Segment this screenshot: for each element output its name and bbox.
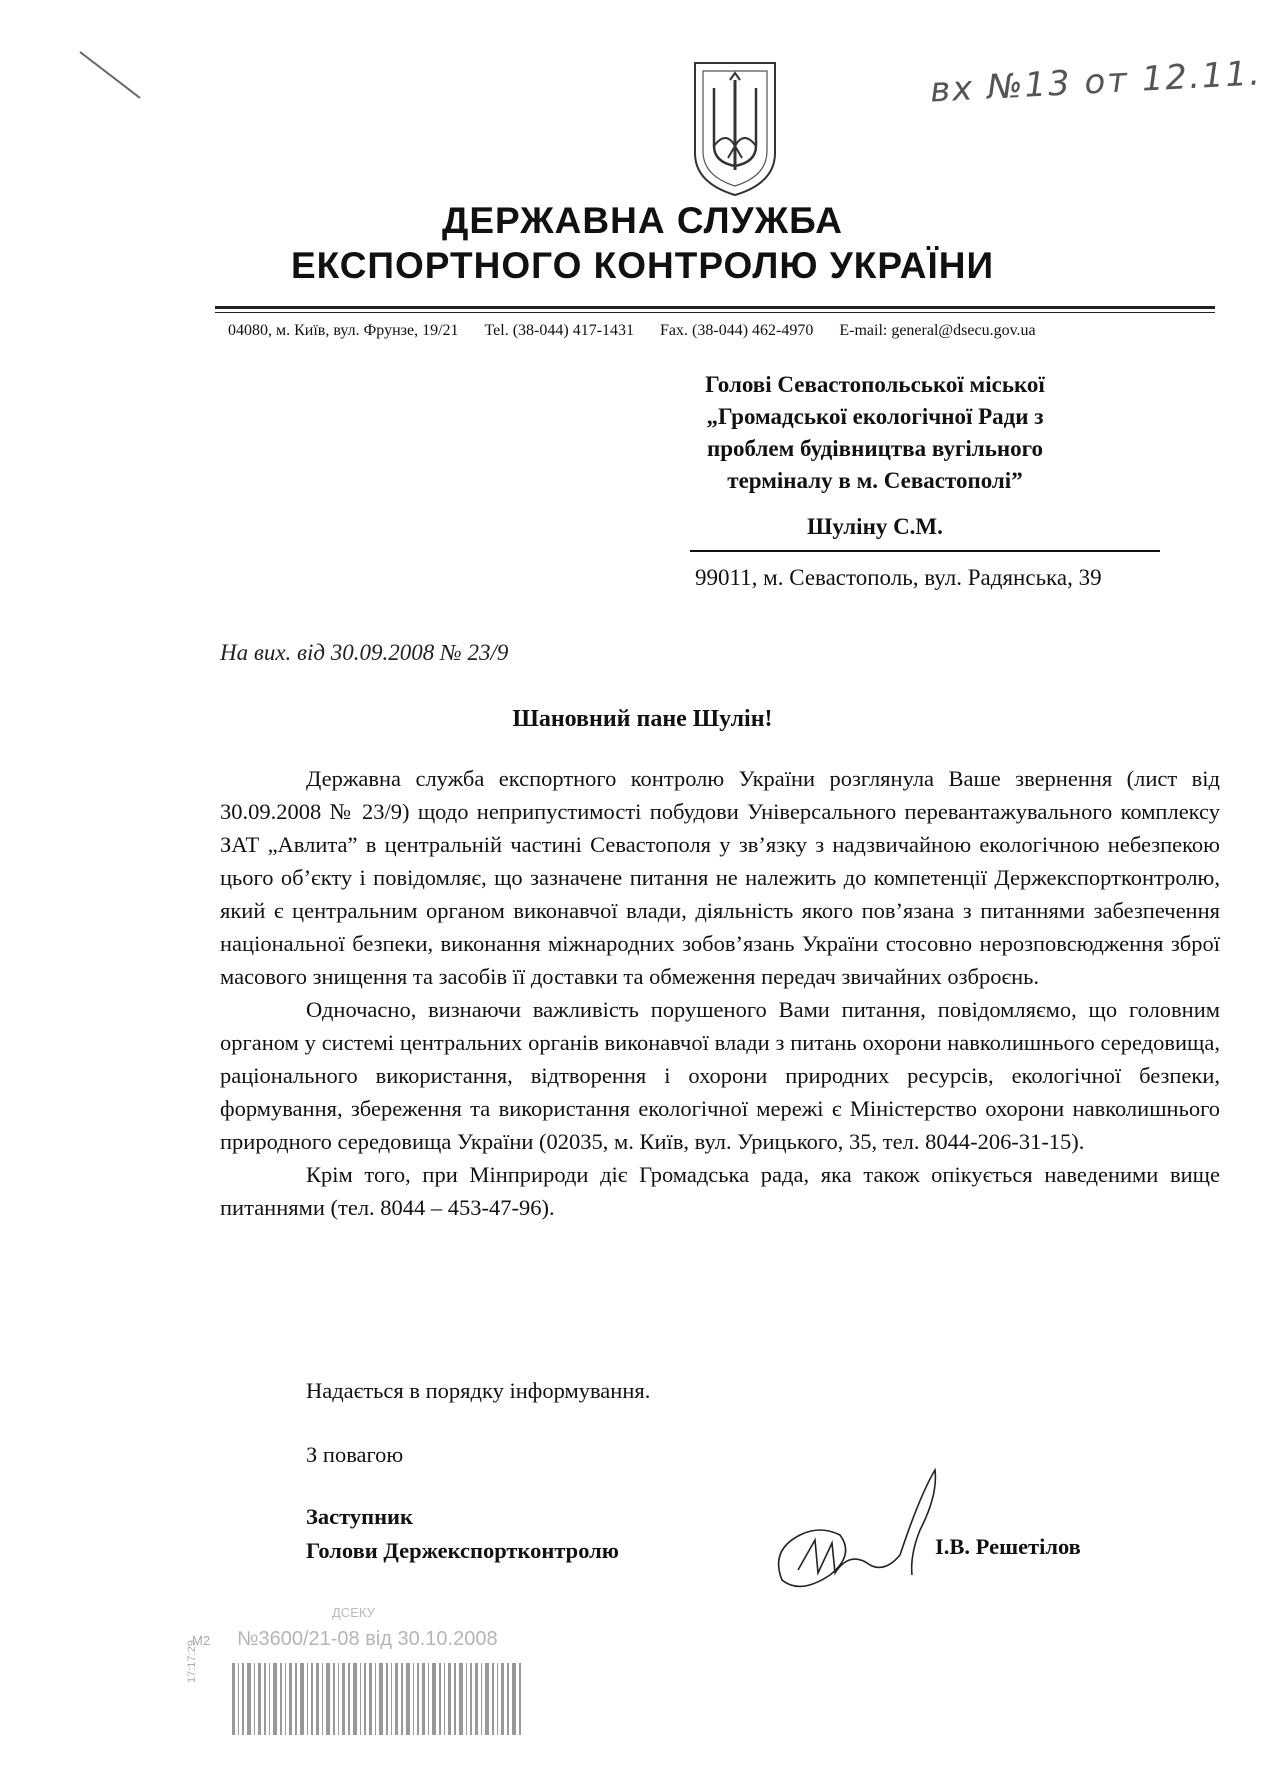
stamp-registration-number: №3600/21-08 від 30.10.2008 [237,1628,498,1650]
body-paragraph-3: Крім того, при Мінприроди діє Громадська рада, яка також опікується наведеними вище питаннями (тел. 8044 – 453-47-96). [220,1162,1220,1220]
recipient-name: Шуліну С.М. [807,514,943,539]
agency-tel: Tel. (38-044) 417-1431 [484,322,635,339]
body-paragraph-2: Одночасно, визнаючи важливість порушеного Вами питання, повідомляємо, що головним органом у системі центральних органів виконавчої влади з питань охорони навколишнього середовища, раціонального використання, відтворення і охорони природних ресурсів, екологічної безпеки, формування, збереження та використання екологічної мережі є Міністерство охорони навколишнього природного середовища України (02035, м. Київ, вул. Урицького, 35, тел. 8044-206-31-15). [220,997,1220,1154]
recipient-line4: терміналу в м. Севастополі” [727,468,1023,493]
signer-name: І.В. Решетілов [935,1534,1081,1559]
agency-name-line1: ДЕРЖАВНА СЛУЖБА [442,200,843,241]
pen-stroke-mark [78,48,148,108]
barcode-icon [232,1663,522,1735]
coat-of-arms-trident-icon [690,58,780,198]
signatory-title-line2: Голови Держекспортконтролю [306,1538,619,1563]
header-rule [215,306,1215,309]
regards: З повагою [306,1442,404,1467]
recipient-line2: „Громадської екологічної Ради з [706,404,1044,429]
agency-email: E-mail: general@dsecu.gov.ua [839,322,1036,339]
recipient-rule [690,550,1160,552]
recipient-line1: Голові Севастопольської міської [705,372,1045,397]
agency-address: 04080, м. Київ, вул. Фрунзе, 19/21 [228,322,459,339]
letter-body [220,762,1220,1224]
header-rule-thin [215,312,1215,313]
recipient-address: 99011, м. Севастополь, вул. Радянська, 39 [695,565,1102,590]
contact-line [228,322,1058,340]
info-note: Надається в порядку інформування. [306,1378,651,1403]
handwritten-signature [760,1455,960,1595]
stamp-code: М2 [192,1633,211,1648]
salutation: Шановний пане Шулін! [512,706,773,732]
agency-fax: Fax. (38-044) 462-4970 [660,322,814,339]
registration-stamp [186,1605,522,1755]
stamp-side-text: 17:17:29 [186,1640,198,1683]
outgoing-reference: На вих. від 30.09.2008 № 23/9 [220,640,509,665]
signatory-title-line1: Заступник [306,1504,413,1529]
body-paragraph-1: Державна служба експортного контролю України розглянула Ваше звернення (лист від 30.09.2008 № 23/9) щодо неприпустимості побудови Універсального перевантажувального комплексу ЗАТ „Авлита” в центральній частині Севастополя у зв’язку з надзвичайною екологічною небезпекою цього об’єкту і повідомляє, що зазначене питання не належить до компетенції Держекспортконтролю, який є центральним органом виконавчої влади, діяльність якого пов’язана з питаннями забезпечення національної безпеки, виконання міжнародних зобов’язань України стосовно нерозповсюдження зброї масового знищення та засобів її доставки та обмеження передач звичайних озброєнь. [220,766,1220,989]
recipient-line3: проблем будівництва вугільного [706,436,1043,461]
stamp-org: ДСЕКУ [332,1605,375,1620]
signatory-title [306,1500,619,1568]
agency-name-line2: ЕКСПОРТНОГО КОНТРОЛЮ УКРАЇНИ [290,245,995,286]
handwritten-incoming-note: вх №13 от 12.11. [929,53,1263,111]
